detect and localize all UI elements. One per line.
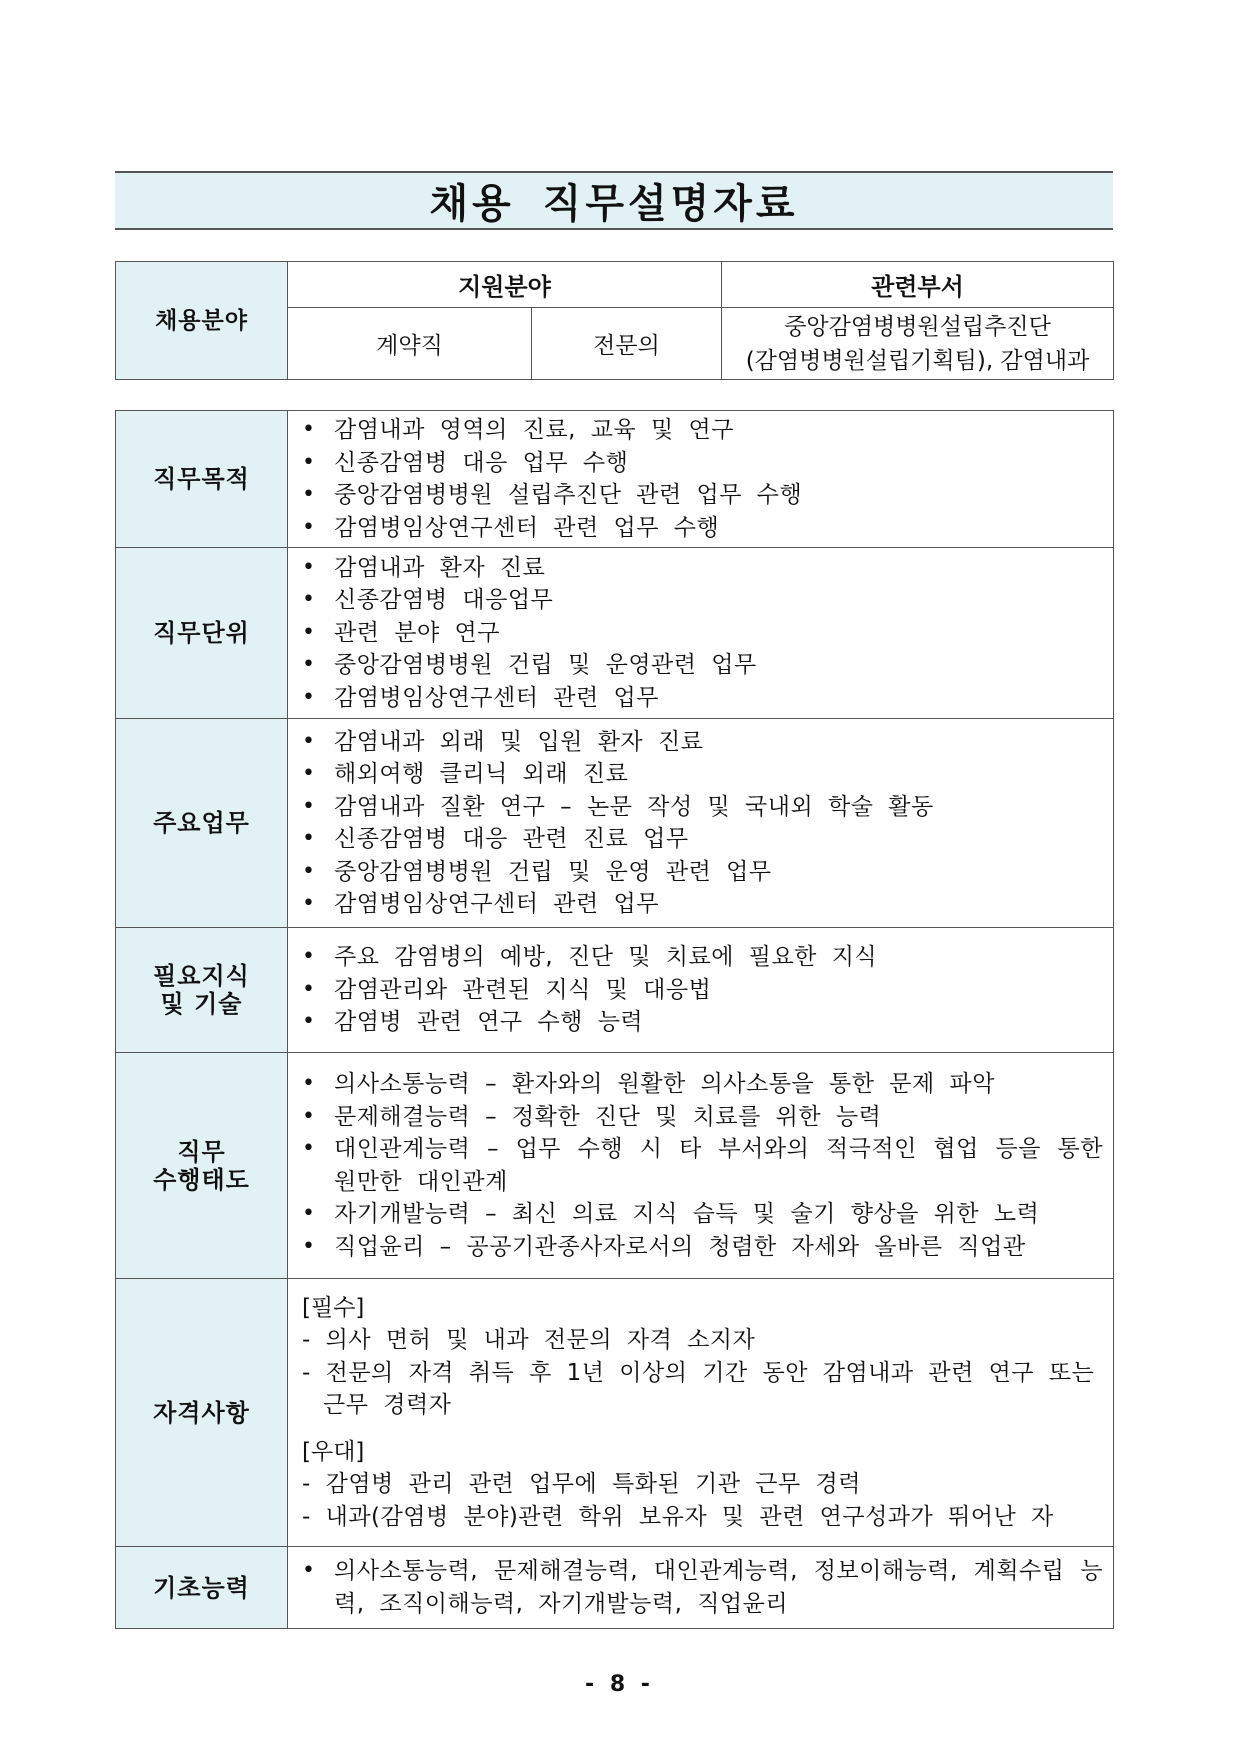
list-item: • 감염내과 환자 진료: [300, 552, 1103, 585]
specialty: 전문의: [532, 308, 722, 380]
preferred-item: - 내과(감염병 분야)관련 학위 보유자 및 관련 연구성과가 뛰어난 자: [302, 1503, 1054, 1530]
row-attitude: [116, 1053, 1114, 1279]
attitude-label-line2: 수행태도: [153, 1165, 250, 1194]
related-dept: [722, 308, 1114, 380]
list-item: • 감염병임상연구센터 관련 업무: [300, 888, 1103, 921]
list-item: • 신종감염병 대응 관련 진료 업무: [300, 823, 1103, 856]
list-item: • 감염병임상연구센터 관련 업무: [300, 682, 1103, 715]
list-item: • 감염병 관련 연구 수행 능력: [300, 1006, 1103, 1039]
row-duties: [116, 719, 1114, 928]
knowledge-label-line1: 필요지식: [153, 962, 250, 990]
list-item: • 대인관계능력 – 업무 수행 시 타 부서와의 적극적인 협업 등을 통한 원만한 대인관계: [300, 1133, 1103, 1198]
qualifications-body: [288, 1292, 1113, 1534]
row-knowledge: [116, 928, 1114, 1053]
required-header: [필수]: [302, 1294, 365, 1321]
preferred-item: - 감염병 관리 관련 업무에 특화된 기관 근무 경력: [302, 1471, 861, 1498]
basic-label: 기초능력: [116, 1547, 288, 1629]
list-item: • 주요 감염병의 예방, 진단 및 치료에 필요한 지식: [300, 941, 1103, 974]
page-number: - 8 -: [585, 1672, 654, 1697]
dept-header: 관련부서: [722, 262, 1114, 308]
list-item: • 감염내과 질환 연구 – 논문 작성 및 국내외 학술 활동: [300, 791, 1103, 824]
list-item: • 의사소통능력, 문제해결능력, 대인관계능력, 정보이해능력, 계획수립 능력, 조직이해능력, 자기개발능력, 직업윤리: [300, 1555, 1103, 1620]
job-description-table: [115, 410, 1114, 1629]
list-item: • 중앙감염병병원 건립 및 운영관련 업무: [300, 649, 1103, 682]
list-item: • 관련 분야 연구: [300, 617, 1103, 650]
purpose-label: 직무목적: [116, 411, 288, 548]
qualifications-label: 자격사항: [116, 1279, 288, 1547]
list-item: • 신종감염병 대응업무: [300, 584, 1103, 617]
attitude-list: [288, 1068, 1113, 1263]
list-item: • 감염관리와 관련된 지식 및 대응법: [300, 974, 1103, 1007]
duties-list: [288, 726, 1113, 921]
list-item: • 자기개발능력 – 최신 의료 지식 습득 및 술기 향상을 위한 노력: [300, 1198, 1103, 1231]
document-title: 채용 직무설명자료: [429, 181, 799, 227]
contract-type: 계약직: [288, 308, 532, 380]
basic-list: [288, 1555, 1113, 1620]
knowledge-label: [116, 928, 288, 1053]
row-basic: [116, 1547, 1114, 1629]
list-item: • 중앙감염병병원 건립 및 운영 관련 업무: [300, 856, 1103, 889]
dept-line2: (감염병병원설립기획팀), 감염내과: [745, 347, 1090, 374]
list-item: • 해외여행 클리닉 외래 진료: [300, 758, 1103, 791]
recruit-table: [115, 261, 1114, 380]
recruit-label: 채용분야: [116, 262, 288, 380]
required-item: - 전문의 자격 취득 후 1년 이상의 기간 동안 감염내과 관련 연구 또는 근무 경력자: [302, 1359, 1095, 1419]
units-label: 직무단위: [116, 548, 288, 719]
row-qualifications: [116, 1279, 1114, 1547]
knowledge-label-line2: 및 기술: [160, 990, 243, 1018]
purpose-list: [288, 414, 1113, 544]
attitude-label-line1: 직무: [177, 1137, 226, 1166]
list-item: • 중앙감염병병원 설립추진단 관련 업무 수행: [300, 479, 1103, 512]
list-item: • 감염내과 외래 및 입원 환자 진료: [300, 726, 1103, 759]
list-item: • 직업윤리 – 공공기관종사자로서의 청렴한 자세와 올바른 직업관: [300, 1231, 1103, 1264]
preferred-header: [우대]: [302, 1438, 365, 1465]
attitude-label: [116, 1053, 288, 1279]
required-item: - 의사 면허 및 내과 전문의 자격 소지자: [302, 1327, 756, 1354]
knowledge-list: [288, 941, 1113, 1039]
list-item: • 의사소통능력 – 환자와의 원활한 의사소통을 통한 문제 파악: [300, 1068, 1103, 1101]
row-units: [116, 548, 1114, 719]
dept-line1: 중앙감염병병원설립추진단: [784, 313, 1051, 340]
list-item: • 문제해결능력 – 정확한 진단 및 치료를 위한 능력: [300, 1101, 1103, 1134]
list-item: • 감염내과 영역의 진료, 교육 및 연구: [300, 414, 1103, 447]
title-banner: [115, 171, 1113, 230]
row-purpose: [116, 411, 1114, 548]
list-item: • 신종감염병 대응 업무 수행: [300, 447, 1103, 480]
units-list: [288, 552, 1113, 715]
duties-label: 주요업무: [116, 719, 288, 928]
list-item: • 감염병임상연구센터 관련 업무 수행: [300, 512, 1103, 545]
field-header: 지원분야: [288, 262, 722, 308]
